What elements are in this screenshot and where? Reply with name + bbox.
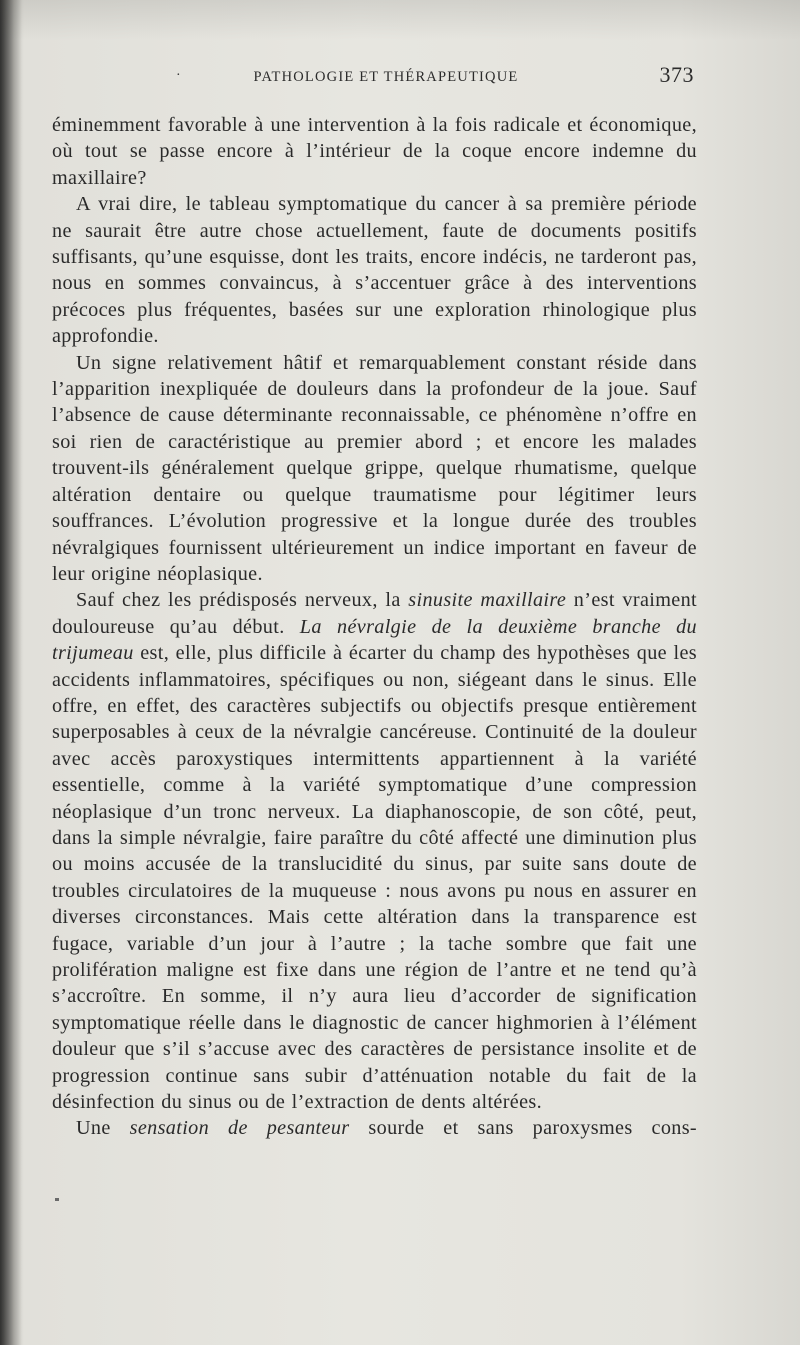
text-run: Sauf chez les prédisposés nerveux, la <box>76 589 409 612</box>
binding-shadow <box>0 0 22 1345</box>
scan-mark <box>55 1198 59 1201</box>
text-run: sourde et sans paroxysmes cons- <box>349 1117 697 1140</box>
running-head-dot: · <box>176 68 181 83</box>
page-number: 373 <box>659 62 694 87</box>
text-run: Un signe relativement hâtif et remarquablement constant réside dans l’apparition inexpliquée de douleurs dans la profondeur de la joue. Sauf l’absence de cause déterminante reconnaissable, ce phénomène n’offre en soi rien de caractéristique au premier abord ; et encore les malades trouvent-ils généralement quelque grippe, quelque rhumatisme, quelque altération dentaire ou quelque traumatisme pour légitimer leurs souffrances. L’évolution progressive et la longue durée des troubles névralgiques fournissent ultérieurement un indice important en faveur de leur origine néoplasique. <box>52 351 697 585</box>
italic-text: sinusite maxillaire <box>408 589 567 612</box>
text-run: éminemment favorable à une intervention à la fois radicale et économique, où tout se passe encore à l’intérieur de la coque encore indemne du maxillaire? <box>52 114 697 189</box>
italic-text: sensation de pesanteur <box>129 1117 350 1140</box>
body-text <box>52 112 697 1142</box>
running-head-title: PATHOLOGIE ET THÉRAPEUTIQUE <box>253 69 519 85</box>
text-run: est, elle, plus difficile à écarter du champ des hypothèses que les accidents inflammatoires, spécifiques ou non, siégeant dans le sinus. Elle offre, en effet, des caractères subjectifs ou objectifs presque entièrement superposables à ceux de la névralgie cancéreuse. Continuité de la douleur avec accès paroxystiques intermittents appartiennent à la variété essentielle, comme à la variété symptomatique d’une compression néoplasique d’un tronc nerveux. La diaphanoscopie, de son côté, peut, dans la simple névralgie, faire paraître du côté affecté une diminution plus ou moins accusée de la translucidité du sinus, par suite sans doute de troubles circulatoires de la muqueuse : nous avons pu nous en assurer en diverses circonstances. Mais cette altération dans la transparence est fugace, variable d’un jour à l’autre ; la tache sombre que fait une prolifération maligne est fixe dans une région de l’antre et ne tend qu’à s’accroître. En somme, il n’y aura lieu d’accorder de signification symptomatique réelle dans le diagnostic de cancer highmorien à l’élément douleur que s’il s’accuse avec des caractères de persistance insolite et de progression continue sans subir d’atténuation notable du fait de la désinfection du sinus ou de l’extraction de dents altérées. <box>52 642 697 1114</box>
paragraph <box>52 112 697 191</box>
paragraph <box>52 191 697 349</box>
paragraph <box>52 587 697 1115</box>
text-run: A vrai dire, le tableau symptomatique du cancer à sa première période ne saurait être autre chose actuellement, faute de documents positifs suffisants, qu’une esquisse, dont les traits, encore indécis, ne tarderont pas, nous en sommes convaincus, à s’accentuer grâce à des interventions précoces plus fréquentes, basées sur une exploration rhinologique plus approfondie. <box>52 193 697 348</box>
running-head <box>58 62 694 92</box>
italic-text: La névralgie de la deuxième branche du trijumeau <box>52 615 697 665</box>
paragraph <box>52 350 697 588</box>
text-run: n’est vraiment douloureuse qu’au début. <box>52 589 697 638</box>
text-run: Une <box>76 1117 130 1140</box>
paragraph <box>52 1115 697 1141</box>
page-top-shadow <box>0 0 800 40</box>
